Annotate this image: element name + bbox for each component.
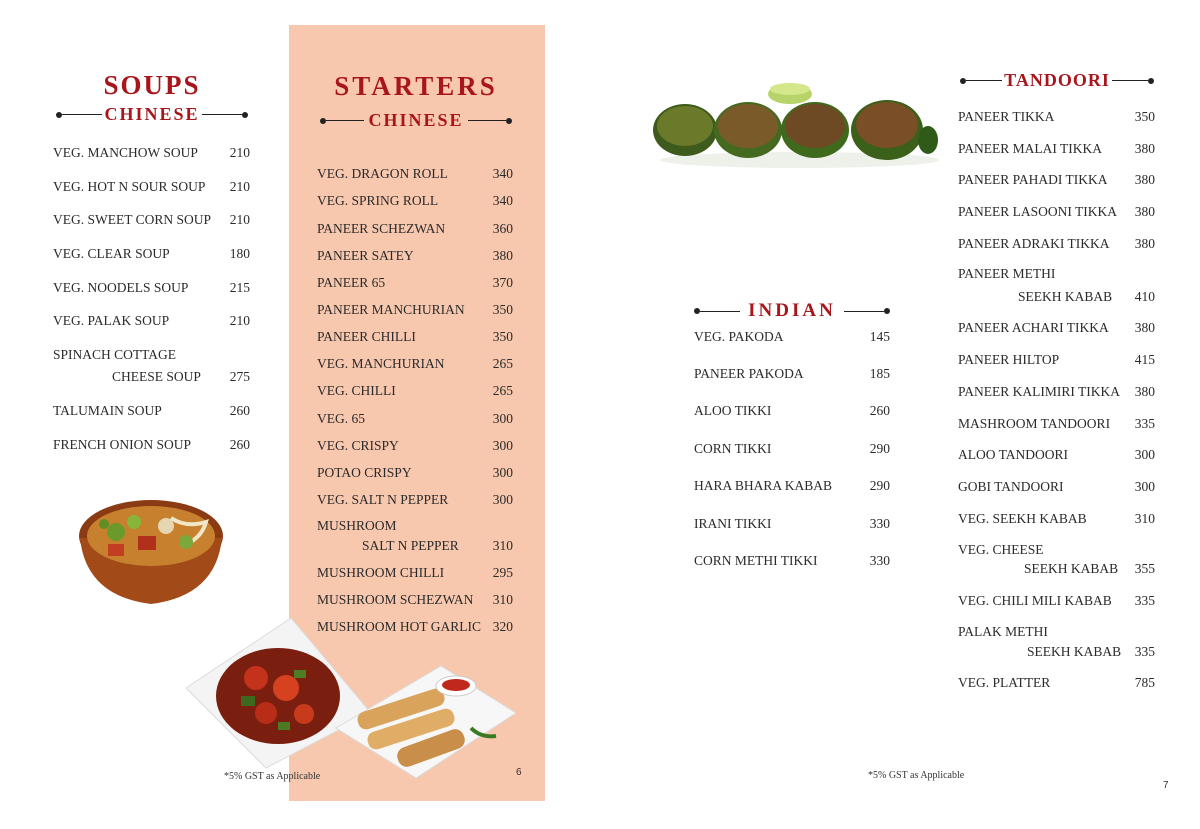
item-name: VEG. DRAGON ROLL (317, 166, 448, 181)
item-price: 370 (492, 275, 513, 290)
soup-bowl-image (76, 496, 226, 608)
item-price: 310 (1134, 511, 1155, 526)
item-price: 380 (1134, 204, 1155, 219)
item-name: MUSHROOM (317, 518, 397, 533)
item-price: 265 (492, 356, 513, 371)
page-number: 6 (516, 767, 522, 778)
list-item (1018, 289, 1155, 305)
list-item (112, 369, 250, 385)
item-price: 295 (492, 565, 513, 580)
item-price: 380 (1134, 384, 1155, 399)
item-price: 185 (869, 366, 890, 381)
item-name: VEG. HOT N SOUR SOUP (53, 179, 206, 194)
chilli-paneer-and-spring-rolls-image (186, 618, 516, 780)
item-price: 260 (229, 403, 250, 418)
item-name: TALUMAIN SOUP (53, 403, 162, 418)
item-name: PANEER LASOONI TIKKA (958, 204, 1118, 219)
item-price: 300 (492, 411, 513, 426)
item-name: VEG. PLATTER (958, 675, 1051, 690)
item-name: PANEER METHI (958, 266, 1056, 281)
item-name: CORN METHI TIKKI (694, 553, 818, 568)
item-name-cont: SEEKH KABAB (1018, 289, 1113, 304)
list-item (53, 246, 250, 262)
item-name: ALOO TIKKI (694, 403, 772, 418)
list-item (317, 329, 513, 345)
item-price: 380 (1134, 141, 1155, 156)
item-price: 310 (492, 538, 513, 553)
item-name: PANEER MANCHURIAN (317, 302, 465, 317)
tandoori-subtitle-row (958, 70, 1156, 91)
item-name: PANEER PAHADI TIKKA (958, 172, 1108, 187)
item-name: PANEER 65 (317, 275, 386, 290)
list-item (694, 516, 890, 532)
divider (56, 112, 102, 118)
list-item (958, 447, 1155, 463)
item-name-cont: SEEKH KABAB (1024, 561, 1119, 576)
item-price: 300 (1134, 447, 1155, 462)
hara-bhara-kabab-image (650, 80, 938, 168)
divider (694, 308, 740, 314)
item-name: PANEER KALIMIRI TIKKA (958, 384, 1120, 399)
gst-note: *5% GST as Applicable (224, 771, 321, 782)
item-name: PANEER ACHARI TIKKA (958, 320, 1109, 335)
list-item (317, 302, 513, 318)
item-name-cont: SEEKH KABAB (1027, 644, 1122, 659)
item-price: 145 (869, 329, 890, 344)
divider (320, 118, 364, 124)
item-price: 360 (492, 221, 513, 236)
list-item (958, 511, 1155, 527)
item-name: MASHROOM TANDOORI (958, 416, 1111, 431)
list-item (958, 675, 1155, 691)
item-name: VEG. SWEET CORN SOUP (53, 212, 212, 227)
item-price: 410 (1134, 289, 1155, 304)
soups-title: SOUPS (103, 70, 201, 100)
item-name: VEG. SALT N PEPPER (317, 492, 449, 507)
item-price: 320 (492, 619, 513, 634)
list-item (317, 565, 513, 581)
list-item (317, 465, 513, 481)
item-name: PANEER TIKKA (958, 109, 1055, 124)
item-price: 340 (492, 193, 513, 208)
list-item (694, 366, 890, 382)
item-price: 210 (229, 145, 250, 160)
indian-subtitle-row (694, 300, 890, 322)
starters-subtitle-row (300, 110, 532, 131)
list-item (317, 193, 513, 209)
item-price: 275 (229, 369, 250, 384)
indian-subtitle: INDIAN (748, 300, 836, 321)
item-price: 340 (492, 166, 513, 181)
item-name: VEG. CRISPY (317, 438, 399, 453)
item-price: 335 (1134, 644, 1155, 659)
item-name: PANEER MALAI TIKKA (958, 141, 1103, 156)
item-name: HARA BHARA KABAB (694, 478, 833, 493)
item-price: 355 (1134, 561, 1155, 576)
soups-subtitle: CHINESE (104, 104, 200, 124)
item-price: 260 (229, 437, 250, 452)
list-item (694, 441, 890, 457)
item-name: MUSHROOM HOT GARLIC (317, 619, 482, 634)
divider (1112, 78, 1154, 84)
item-name: PALAK METHI (958, 624, 1048, 639)
list-item (53, 145, 250, 161)
list-item (958, 479, 1155, 495)
item-name: GOBI TANDOORI (958, 479, 1064, 494)
tandoori-subtitle: TANDOORI (1004, 70, 1110, 90)
item-name: VEG. SEEKH KABAB (958, 511, 1087, 526)
item-name: IRANI TIKKI (694, 516, 772, 531)
list-item (53, 280, 250, 296)
item-price: 300 (492, 438, 513, 453)
list-item (317, 411, 513, 427)
list-item (317, 356, 513, 372)
list-item (1027, 644, 1155, 660)
item-price: 260 (869, 403, 890, 418)
soups-subtitle-row (52, 104, 252, 125)
item-name: FRENCH ONION SOUP (53, 437, 192, 452)
item-name: PANEER HILTOP (958, 352, 1060, 367)
list-item (362, 538, 513, 554)
item-name: PANEER SATEY (317, 248, 414, 263)
item-name: VEG. MANCHURIAN (317, 356, 445, 371)
item-name: VEG. CHEESE (958, 542, 1044, 557)
starters-subtitle: CHINESE (368, 110, 464, 130)
list-item (958, 172, 1155, 188)
item-name: POTAO CRISPY (317, 465, 412, 480)
list-item (317, 383, 513, 399)
list-item (317, 275, 513, 291)
list-item (317, 492, 513, 508)
item-name: VEG. MANCHOW SOUP (53, 145, 198, 160)
list-item (958, 416, 1155, 432)
list-item (317, 438, 513, 454)
item-price: 350 (1134, 109, 1155, 124)
list-item (694, 553, 890, 569)
item-price: 215 (229, 280, 250, 295)
item-price: 300 (492, 465, 513, 480)
list-item (1024, 561, 1155, 577)
list-item (958, 141, 1155, 157)
list-item (53, 179, 250, 195)
page-number: 7 (1163, 780, 1169, 791)
item-name: VEG. CHILI MILI KABAB (958, 593, 1112, 608)
list-item (53, 437, 250, 453)
item-name: PANEER SCHEZWAN (317, 221, 446, 236)
item-name: CORN TIKKI (694, 441, 772, 456)
list-item (694, 329, 890, 345)
list-item (958, 593, 1155, 609)
divider (960, 78, 1002, 84)
item-name: VEG. PAKODA (694, 329, 784, 344)
item-price: 350 (492, 302, 513, 317)
list-item (958, 204, 1155, 220)
item-name: MUSHROOM CHILLI (317, 565, 445, 580)
item-price: 300 (1134, 479, 1155, 494)
item-name: VEG. CLEAR SOUP (53, 246, 170, 261)
item-name: PANEER PAKODA (694, 366, 804, 381)
item-price: 380 (492, 248, 513, 263)
item-name: VEG. 65 (317, 411, 365, 426)
item-price: 310 (492, 592, 513, 607)
item-name: ALOO TANDOORI (958, 447, 1069, 462)
item-price: 380 (1134, 320, 1155, 335)
item-price: 265 (492, 383, 513, 398)
item-price: 210 (229, 212, 250, 227)
item-price: 290 (869, 441, 890, 456)
item-price: 290 (869, 478, 890, 493)
item-price: 380 (1134, 236, 1155, 251)
item-price: 335 (1134, 416, 1155, 431)
divider (202, 112, 248, 118)
item-name: PANEER ADRAKI TIKKA (958, 236, 1110, 251)
item-price: 785 (1134, 675, 1155, 690)
starters-title: STARTERS (334, 71, 498, 101)
divider (468, 118, 512, 124)
list-item (53, 403, 250, 419)
item-name: VEG. SPRING ROLL (317, 193, 439, 208)
item-name: MUSHROOM SCHEZWAN (317, 592, 474, 607)
list-item (317, 248, 513, 264)
item-name-cont: CHEESE SOUP (112, 369, 201, 384)
item-price: 415 (1134, 352, 1155, 367)
list-item (694, 403, 890, 419)
list-item (958, 384, 1155, 400)
item-price: 210 (229, 179, 250, 194)
list-item (317, 592, 513, 608)
list-item (958, 109, 1155, 125)
item-price: 210 (229, 313, 250, 328)
item-price: 335 (1134, 593, 1155, 608)
item-name: SPINACH COTTAGE (53, 347, 177, 362)
divider (844, 308, 890, 314)
gst-note: *5% GST as Applicable (868, 770, 965, 781)
item-name: VEG. PALAK SOUP (53, 313, 170, 328)
item-name: VEG. NOODELS SOUP (53, 280, 189, 295)
item-price: 300 (492, 492, 513, 507)
list-item (694, 478, 890, 494)
item-name-cont: SALT N PEPPER (362, 538, 459, 553)
item-price: 330 (869, 516, 890, 531)
item-price: 380 (1134, 172, 1155, 187)
list-item (958, 320, 1155, 336)
item-price: 350 (492, 329, 513, 344)
list-item (53, 212, 250, 228)
list-item (317, 166, 513, 182)
item-name: VEG. CHILLI (317, 383, 396, 398)
item-name: PANEER CHILLI (317, 329, 416, 344)
list-item (53, 313, 250, 329)
item-price: 330 (869, 553, 890, 568)
item-price: 180 (229, 246, 250, 261)
list-item (958, 236, 1155, 252)
list-item (958, 352, 1155, 368)
list-item (317, 221, 513, 237)
